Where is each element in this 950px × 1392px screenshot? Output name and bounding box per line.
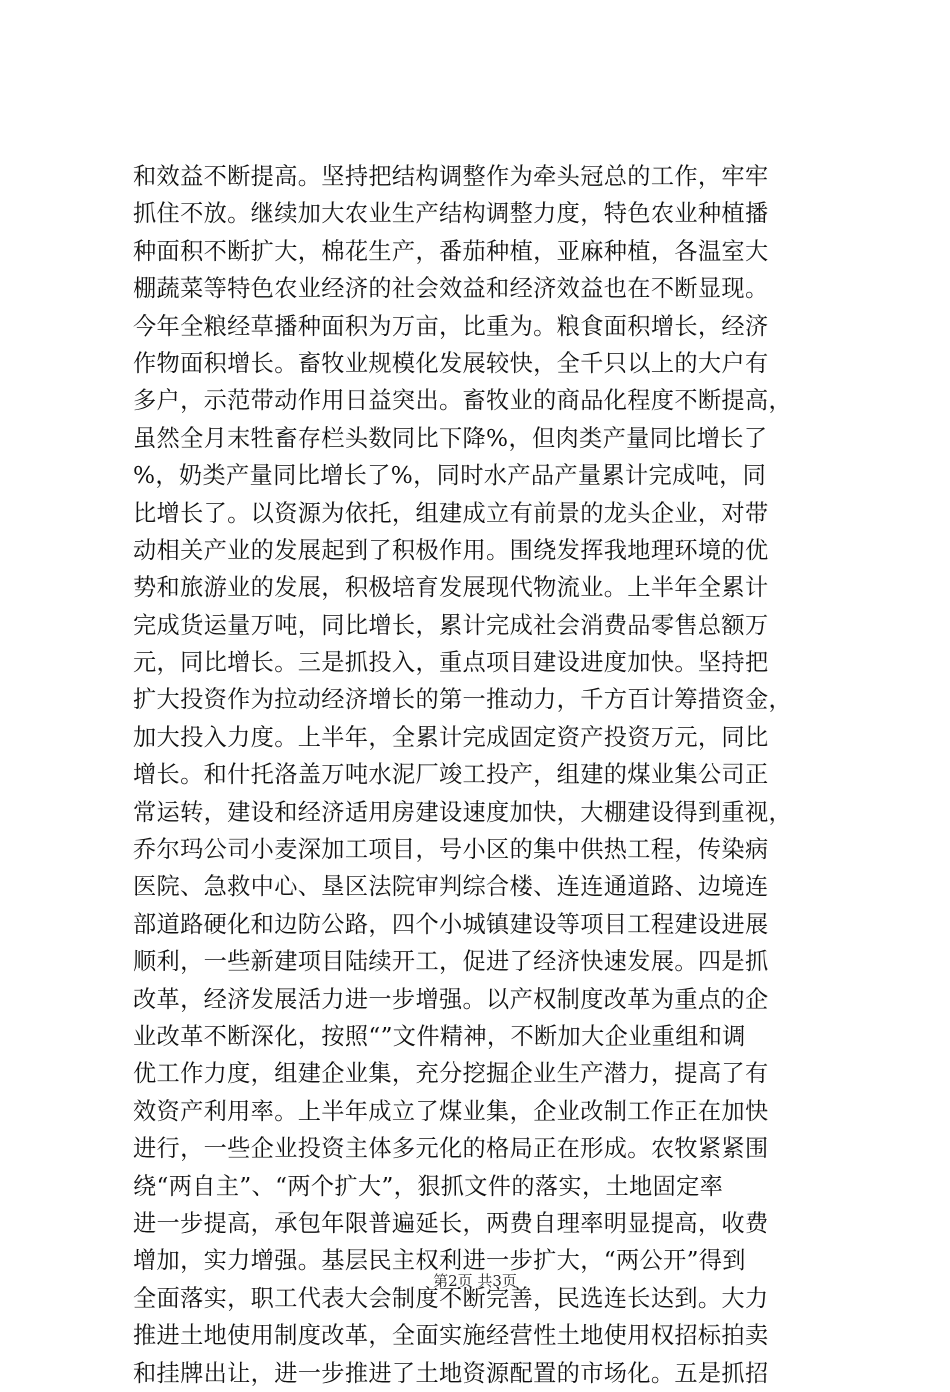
text-line: 棚蔬菜等特色农业经济的社会效益和经济效益也在不断显现。 — [133, 275, 769, 303]
text-line: 全面落实，职工代表大会制度不断完善，民选连长达到。大力 — [133, 1284, 769, 1312]
text-line: 作物面积增长。畜牧业规模化发展较快，全千只以上的大户有 — [133, 349, 769, 377]
text-line: 虽然全月末牲畜存栏头数同比下降%，但肉类产量同比增长了 — [133, 424, 768, 452]
page-number: 第2页 共3页 — [433, 1272, 517, 1290]
text-line: 进一步提高，承包年限普遍延长，两费自理率明显提高，收费 — [133, 1209, 769, 1237]
text-line: 抓住不放。继续加大农业生产结构调整力度，特色农业种植播 — [133, 200, 769, 228]
text-line: 完成货运量万吨，同比增长，累计完成社会消费品零售总额万 — [133, 611, 769, 639]
text-line: 乔尔玛公司小麦深加工项目，号小区的集中供热工程，传染病 — [133, 836, 769, 864]
text-line: 今年全粮经草播种面积为万亩，比重为。粮食面积增长，经济 — [133, 312, 769, 340]
text-line: 绕“两自主”、“两个扩大”，狠抓文件的落实，土地固定率 — [133, 1172, 724, 1200]
text-line: 改革，经济发展活力进一步增强。以产权制度改革为重点的企 — [133, 985, 769, 1013]
text-line: 进行，一些企业投资主体多元化的格局正在形成。农牧紧紧围 — [133, 1135, 769, 1163]
text-line: 势和旅游业的发展，积极培育发展现代物流业。上半年全累计 — [133, 574, 769, 602]
text-line: %，奶类产量同比增长了%，同时水产品产量累计完成吨，同 — [133, 462, 767, 490]
text-line: 加大投入力度。上半年，全累计完成固定资产投资万元，同比 — [133, 723, 769, 751]
text-line: 常运转，建设和经济适用房建设速度加快，大棚建设得到重视， — [133, 798, 793, 826]
text-line: 多户，示范带动作用日益突出。畜牧业的商品化程度不断提高， — [133, 387, 793, 415]
text-line: 推进土地使用制度改革，全面实施经营性土地使用权招标拍卖 — [133, 1322, 769, 1350]
text-line: 扩大投资作为拉动经济增长的第一推动力，千方百计筹措资金， — [133, 686, 793, 714]
text-line: 和挂牌出让，进一步推进了土地资源配置的市场化。五是抓招 — [133, 1359, 769, 1387]
text-line: 增加，实力增强。基层民主权利进一步扩大，“两公开”得到 — [133, 1247, 746, 1275]
text-line: 比增长了。以资源为依托，组建成立有前景的龙头企业，对带 — [133, 499, 769, 527]
body-text — [133, 158, 833, 1392]
text-line: 增长。和什托洛盖万吨水泥厂竣工投产，组建的煤业集公司正 — [133, 761, 769, 789]
text-line: 顺利，一些新建项目陆续开工，促进了经济快速发展。四是抓 — [133, 948, 769, 976]
text-line: 效资产利用率。上半年成立了煤业集，企业改制工作正在加快 — [133, 1097, 769, 1125]
text-line: 业改革不断深化，按照“”文件精神，不断加大企业重组和调 — [133, 1022, 746, 1050]
text-line: 动相关产业的发展起到了积极作用。围绕发挥我地理环境的优 — [133, 536, 769, 564]
text-line: 和效益不断提高。坚持把结构调整作为牵头冠总的工作，牢牢 — [133, 163, 769, 190]
text-line: 种面积不断扩大，棉花生产，番茄种植，亚麻种植，各温室大 — [133, 237, 769, 265]
text-line: 元，同比增长。三是抓投入，重点项目建设进度加快。坚持把 — [133, 649, 769, 677]
text-line: 部道路硬化和边防公路，四个小城镇建设等项目工程建设进展 — [133, 910, 769, 938]
text-line: 优工作力度，组建企业集，充分挖掘企业生产潜力，提高了有 — [133, 1060, 769, 1088]
text-line: 医院、急救中心、垦区法院审判综合楼、连连通道路、边境连 — [133, 873, 769, 901]
page-footer — [0, 1270, 950, 1291]
